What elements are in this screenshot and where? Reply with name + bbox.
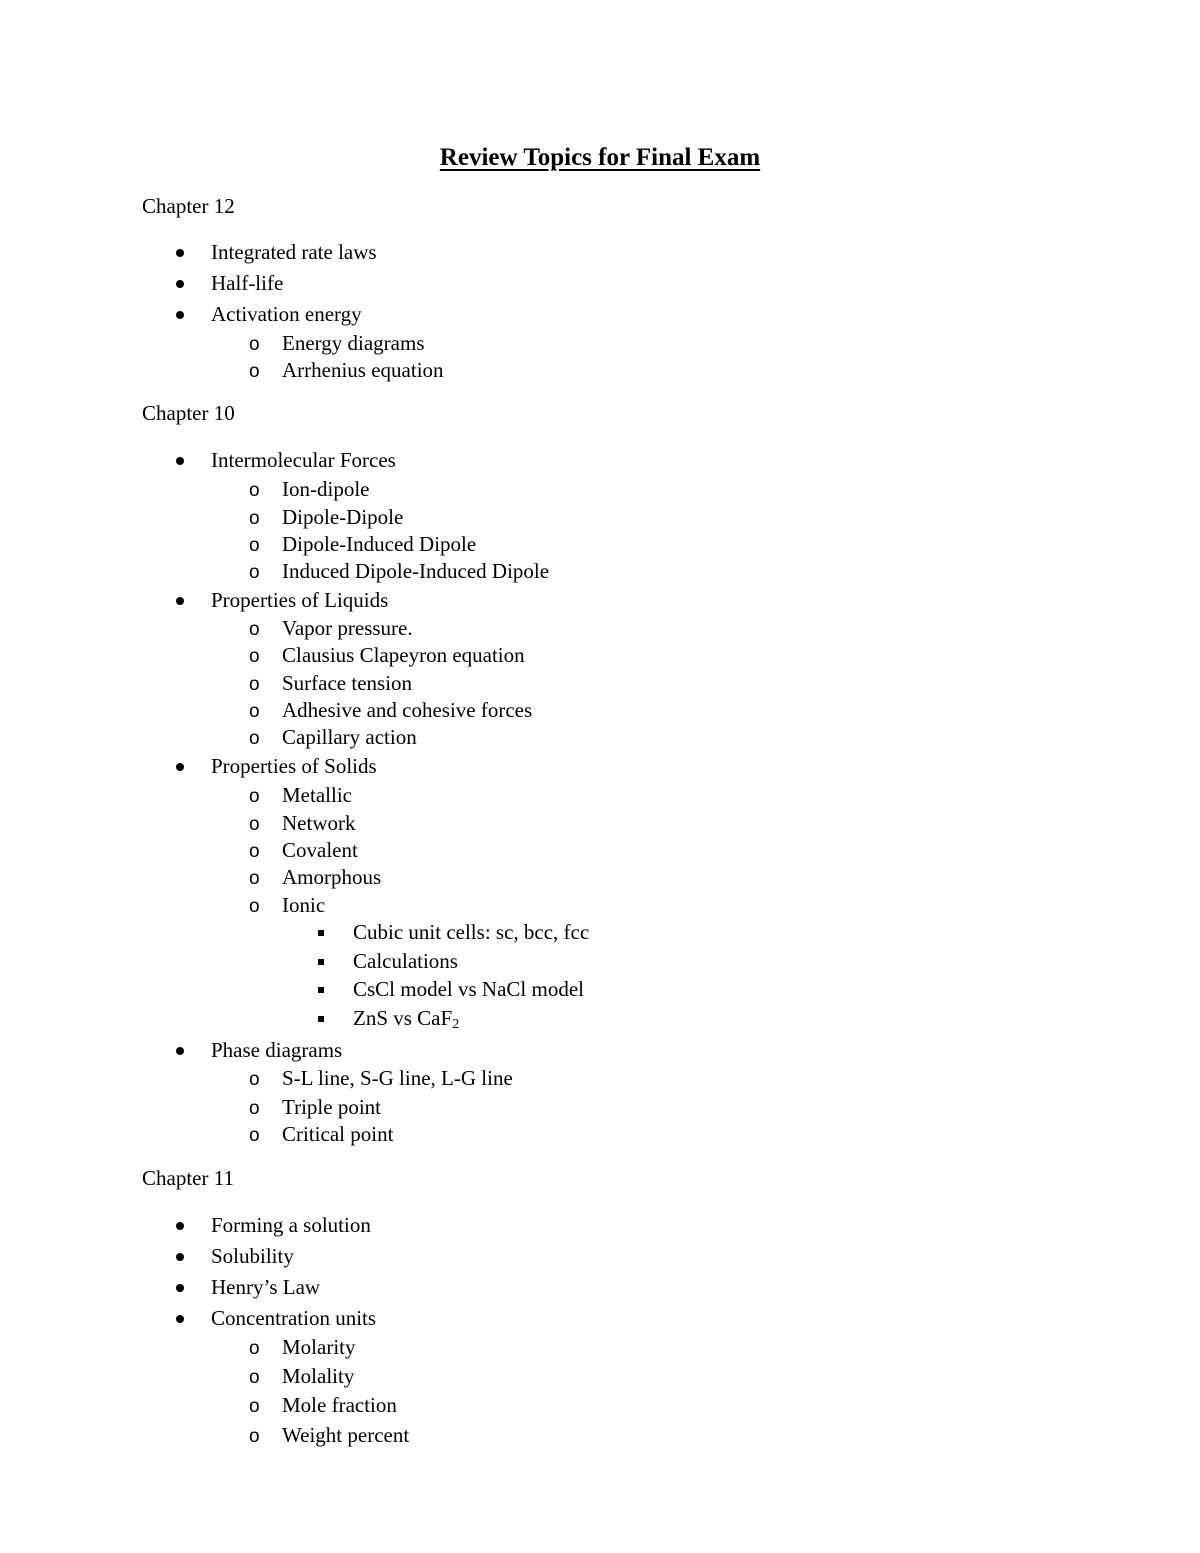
sub-list-item: Amorphous	[282, 865, 382, 889]
bullet-circle-icon: o	[249, 535, 260, 556]
bullet-circle-icon: o	[249, 814, 260, 835]
sub-sub-list-item: Cubic unit cells: sc, bcc, fcc	[353, 920, 590, 944]
sub-list-item: Ionic	[282, 893, 326, 917]
list-item: Forming a solution	[211, 1213, 371, 1237]
sub-list-item: Weight percent	[282, 1423, 410, 1447]
bullet-circle-icon: o	[249, 646, 260, 667]
sub-sub-list-item: Calculations	[353, 949, 458, 973]
chapter-11-heading: Chapter 11	[142, 1166, 234, 1190]
bullet-disc-icon	[176, 1242, 184, 1270]
bullet-circle-icon: o	[249, 728, 260, 749]
bullet-circle-icon: o	[249, 1338, 260, 1359]
sub-list-item: Network	[282, 811, 356, 835]
chapter-10-heading: Chapter 10	[142, 401, 235, 425]
bullet-square-icon	[318, 975, 324, 1003]
sub-list-item: Molality	[282, 1364, 355, 1388]
sub-sub-list-item: CsCl model vs NaCl model	[353, 977, 584, 1001]
bullet-square-icon	[318, 918, 324, 946]
list-item: Henry’s Law	[211, 1275, 321, 1299]
sub-list-item: Vapor pressure.	[282, 616, 413, 640]
sub-sub-list-item	[353, 1004, 459, 1032]
sub-list-item: Capillary action	[282, 725, 417, 749]
sub-list-item: Surface tension	[282, 671, 413, 695]
bullet-circle-icon: o	[249, 701, 260, 722]
sub-list-item: Ion-dipole	[282, 477, 370, 501]
sub-list-item: Arrhenius equation	[282, 358, 444, 382]
bullet-disc-icon	[176, 269, 184, 297]
bullet-circle-icon: o	[249, 896, 260, 917]
bullet-circle-icon: o	[249, 1098, 260, 1119]
bullet-circle-icon: o	[249, 1367, 260, 1388]
list-item: Integrated rate laws	[211, 240, 377, 264]
list-item: Solubility	[211, 1244, 294, 1268]
bullet-disc-icon	[176, 586, 184, 614]
bullet-circle-icon: o	[249, 786, 260, 807]
bullet-disc-icon	[176, 752, 184, 780]
list-item: Properties of Solids	[211, 754, 377, 778]
list-item: Intermolecular Forces	[211, 448, 396, 472]
sub-list-item: Adhesive and cohesive forces	[282, 698, 533, 722]
zns-text: ZnS vs CaF	[353, 1006, 453, 1030]
sub-list-item: Covalent	[282, 838, 358, 862]
list-item: Activation energy	[211, 302, 362, 326]
list-item: Properties of Liquids	[211, 588, 389, 612]
sub-list-item: Energy diagrams	[282, 331, 425, 355]
bullet-disc-icon	[176, 300, 184, 328]
bullet-circle-icon: o	[249, 1426, 260, 1447]
bullet-disc-icon	[176, 1036, 184, 1064]
bullet-circle-icon: o	[249, 1069, 260, 1090]
sub-list-item: Molarity	[282, 1335, 356, 1359]
bullet-circle-icon: o	[249, 334, 260, 355]
sub-list-item: Triple point	[282, 1095, 381, 1119]
bullet-disc-icon	[176, 238, 184, 266]
bullet-circle-icon: o	[249, 619, 260, 640]
sub-list-item: Dipole-Induced Dipole	[282, 532, 477, 556]
sub-list-item: Critical point	[282, 1122, 394, 1146]
chapter-12-heading: Chapter 12	[142, 194, 235, 218]
document-title: Review Topics for Final Exam	[439, 144, 761, 171]
bullet-circle-icon: o	[249, 562, 260, 583]
bullet-disc-icon	[176, 1304, 184, 1332]
sub-list-item: Clausius Clapeyron equation	[282, 643, 525, 667]
bullet-square-icon	[318, 947, 324, 975]
sub-list-item: Mole fraction	[282, 1393, 397, 1417]
sub-list-item: Metallic	[282, 783, 352, 807]
bullet-circle-icon: o	[249, 674, 260, 695]
bullet-circle-icon: o	[249, 868, 260, 889]
bullet-disc-icon	[176, 446, 184, 474]
sub-list-item: S-L line, S-G line, L-G line	[282, 1066, 513, 1090]
sub-list-item: Induced Dipole-Induced Dipole	[282, 559, 550, 583]
bullet-disc-icon	[176, 1273, 184, 1301]
bullet-circle-icon: o	[249, 1396, 260, 1417]
bullet-circle-icon: o	[249, 361, 260, 382]
bullet-circle-icon: o	[249, 508, 260, 529]
bullet-circle-icon: o	[249, 1125, 260, 1146]
bullet-circle-icon: o	[249, 480, 260, 501]
bullet-square-icon	[318, 1004, 324, 1032]
sub-list-item: Dipole-Dipole	[282, 505, 404, 529]
list-item: Phase diagrams	[211, 1038, 343, 1062]
list-item: Concentration units	[211, 1306, 377, 1330]
bullet-circle-icon: o	[249, 841, 260, 862]
list-item: Half-life	[211, 271, 284, 295]
bullet-disc-icon	[176, 1211, 184, 1239]
zns-subscript: 2	[452, 1017, 460, 1032]
